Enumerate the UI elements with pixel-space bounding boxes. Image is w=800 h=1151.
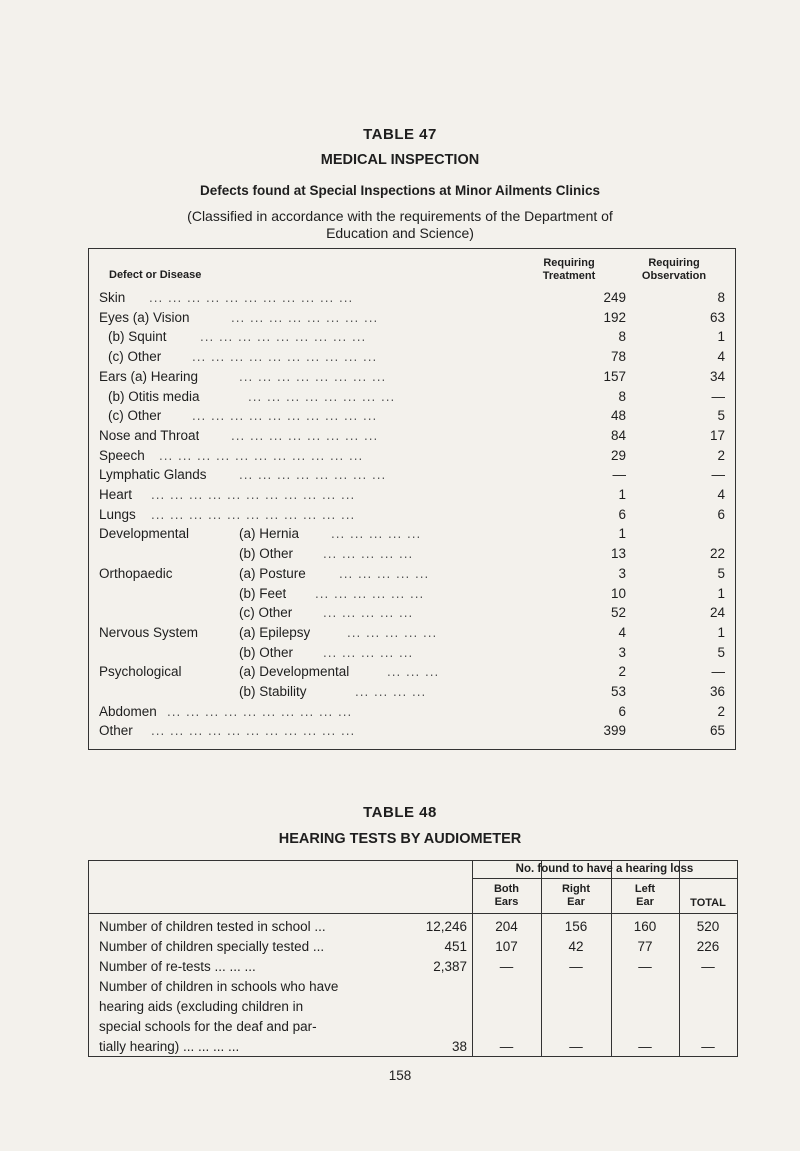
leader-dots: ... ... ... ... ... ... ... ... ... ... ... [151,506,356,522]
table48-row-label: Number of children tested in school ... [99,919,326,934]
row-label: Skin [99,290,126,305]
leader-dots: ... ... ... ... ... ... ... ... ... ... ... [149,290,354,305]
row-label: Orthopaedic [99,565,173,581]
col-header-left-line2: Ear [636,896,654,908]
table48-row-label: hearing aids (excluding children in [99,999,304,1014]
leader-dots: ... ... ... ... ... [323,546,414,562]
table47-row [89,328,735,345]
row-label: Eyes (a) Vision [99,309,190,325]
col-header-total: TOTAL [690,897,726,909]
leader-dots: ... ... ... ... ... ... ... ... ... ... [192,349,378,365]
table47 [88,248,736,750]
table47-row [89,506,735,523]
table48 [88,860,738,1057]
leader-dots: ... ... ... ... ... [323,605,414,621]
leader-dots: ... ... ... ... ... ... ... ... [239,368,387,384]
row-label: Ears (a) Hearing [99,368,199,384]
table47-row [89,407,735,424]
value-observation: 6 [717,506,725,522]
leader-dots: ... ... ... ... ... ... ... ... ... ... [167,703,353,719]
col-header-both-ears [472,883,541,909]
row-sublabel: (c) Other [239,605,293,621]
row-label: Speech [99,447,145,463]
table48-value-right: 156 [564,919,588,934]
table47-row [89,427,735,444]
table48-value-total: 226 [696,939,720,954]
table48-value-right: — [569,959,583,974]
leader-dots: ... ... ... ... ... ... ... ... [231,427,379,443]
value-treatment: 2 [618,664,626,680]
value-observation: 17 [709,427,725,443]
table48-row-label: special schools for the deaf and par- [99,1019,317,1034]
value-treatment: 53 [610,684,626,699]
col-header-left-ear [611,883,679,909]
leader-dots: ... ... ... ... ... ... [315,585,425,601]
leader-dots: ... ... ... ... ... ... ... ... ... ... ... [151,487,356,502]
table47-row [89,683,735,700]
row-sublabel: (b) Other [239,644,294,660]
col-header-both-line1: Both [493,883,520,895]
table47-subheading: Defects found at Special Inspections at Minor Ailments Clinics [199,183,601,198]
table48-row-label: Number of children specially tested ... [99,939,325,954]
table48-value-total: — [701,1039,715,1054]
leader-dots: ... ... ... ... ... [339,565,430,581]
col-header-treatment [519,257,619,283]
value-treatment: 1 [618,487,626,502]
value-observation: 4 [717,349,725,365]
col-header-both-line2: Ears [494,896,519,908]
leader-dots: ... ... ... ... ... ... ... ... [239,467,387,483]
leader-dots: ... ... ... ... ... [331,526,422,542]
page-number: 158 [388,1068,412,1083]
value-treatment: 249 [603,290,626,305]
table47-row [89,289,735,306]
table47-note-line2: Education and Science) [326,225,474,241]
value-treatment: 8 [618,388,626,404]
value-treatment: 8 [618,329,626,345]
row-label: Heart [99,487,133,502]
table48-value-left: 160 [633,919,657,934]
table47-row [89,585,735,602]
table47-row [89,722,735,739]
value-observation: — [711,664,725,680]
row-sublabel: (b) Other [239,546,294,562]
value-treatment: 3 [618,644,626,660]
value-treatment: 84 [610,427,626,443]
value-treatment: 10 [610,585,626,601]
col-header-observation-line2: Observation [641,270,707,282]
col-header-defect: Defect or Disease [109,269,202,281]
table47-row [89,466,735,483]
row-sublabel: (a) Hernia [239,526,300,542]
table48-value-right: 42 [568,939,584,954]
row-sublabel: (a) Developmental [239,664,350,680]
table47-note-line1: (Classified in accordance with the requirements of the Department of [187,208,613,224]
row-sublabel: (a) Epilepsy [239,624,311,640]
value-observation: — [711,388,725,404]
table48-count: 38 [451,1039,467,1054]
row-label: (c) Other [108,408,162,424]
leader-dots: ... ... ... ... ... ... ... ... ... ... [192,408,378,424]
col-header-left-line1: Left [634,883,656,895]
table48-heading: HEARING TESTS BY AUDIOMETER [278,831,522,847]
row-label: Abdomen [99,703,157,719]
table48-value-both: 107 [495,939,518,954]
row-sublabel: (a) Posture [239,565,306,581]
value-observation: 1 [717,329,725,345]
col-header-right-line1: Right [561,883,591,895]
table47-row [89,565,735,582]
table47-title: TABLE 47 [363,126,437,143]
leader-dots: ... ... ... ... ... ... ... ... [248,388,396,404]
value-observation: 2 [717,703,725,719]
col-header-right-ear [541,883,611,909]
value-observation: 24 [709,605,725,621]
value-observation: 36 [709,684,725,699]
value-treatment: 157 [603,368,626,384]
value-treatment: 13 [610,546,626,562]
table47-row [89,624,735,641]
table47-row [89,309,735,326]
table48-value-both: — [499,959,514,974]
table47-row [89,486,735,503]
leader-dots: ... ... ... ... ... ... ... ... ... ... ... [159,447,364,463]
table48-count: 451 [444,939,467,954]
value-observation: 1 [717,585,725,601]
table47-row [89,348,735,365]
row-label: Nose and Throat [99,427,200,443]
table48-value-total: — [701,959,715,974]
table48-value-both: 204 [495,919,518,934]
col-header-observation-line1: Requiring [648,257,700,269]
value-treatment: 52 [610,605,626,621]
row-label: (b) Otitis media [108,388,200,404]
value-observation: — [711,467,725,483]
row-label: Lymphatic Glands [99,467,207,483]
row-label: (b) Squint [108,329,167,345]
table47-heading: MEDICAL INSPECTION [320,152,480,168]
row-sublabel: (b) Feet [239,585,287,601]
table47-row [89,663,735,680]
col-header-treatment-line2: Treatment [542,270,596,282]
leader-dots: ... ... ... ... [355,684,427,699]
table47-row [89,368,735,385]
group-header-hearing-loss: No. found to have a hearing loss [515,863,694,875]
table48-title: TABLE 48 [363,804,437,821]
table47-row [89,545,735,562]
value-treatment: 399 [603,723,626,739]
value-observation: 5 [717,565,725,581]
value-observation: 4 [717,487,725,502]
table48-value-left: 77 [637,939,653,954]
value-treatment: 29 [610,447,626,463]
table47-row [89,525,735,542]
value-observation: 34 [709,368,725,384]
row-label: Nervous System [99,624,199,640]
table48-value-both: — [499,1039,514,1054]
table48-count: 12,246 [425,919,467,934]
value-observation: 63 [709,309,725,325]
table48-count: 2,387 [433,959,467,974]
value-treatment: 4 [618,624,626,640]
table48-value-left: — [638,959,652,974]
leader-dots: ... ... ... ... ... ... ... ... ... [200,329,367,345]
value-treatment: 48 [610,408,626,424]
value-observation: 22 [709,546,725,562]
value-observation: 1 [717,624,725,640]
table48-row-label: Number of children in schools who have [99,979,339,994]
value-observation: 65 [709,723,725,739]
table48-row-label: Number of re-tests ... ... ... [99,959,256,974]
col-header-right-line2: Ear [567,896,585,908]
row-sublabel: (b) Stability [239,684,307,699]
leader-dots: ... ... ... ... ... ... ... ... ... ... ... [151,723,356,739]
col-header-observation [619,257,729,283]
value-observation: 5 [717,644,725,660]
value-treatment: 6 [618,703,626,719]
table48-row-label: tially hearing) ... ... ... ... [99,1039,240,1054]
table47-row [89,447,735,464]
value-treatment: 3 [618,565,626,581]
table48-value-total: 520 [696,919,720,934]
table47-row [89,644,735,661]
value-treatment: 1 [618,526,626,542]
col-header-treatment-line1: Requiring [543,257,595,269]
leader-dots: ... ... ... ... ... [347,624,438,640]
value-treatment: 78 [610,349,626,365]
value-observation: 8 [717,290,725,305]
row-label: Developmental [99,526,190,542]
leader-dots: ... ... ... ... ... [323,644,414,660]
value-treatment: 192 [603,309,626,325]
table47-row [89,604,735,621]
table48-value-left: — [638,1039,652,1054]
table48-value-right: — [569,1039,583,1054]
table47-row [89,388,735,405]
value-treatment: 6 [618,506,626,522]
row-label: (c) Other [108,349,162,365]
table47-row [89,703,735,720]
row-label: Other [99,723,133,739]
value-treatment: — [612,467,626,483]
leader-dots: ... ... ... ... ... ... ... ... [231,309,379,325]
row-label: Psychological [99,664,182,680]
leader-dots: ... ... ... [387,664,440,680]
value-observation: 2 [717,447,725,463]
value-observation: 5 [717,408,725,424]
row-label: Lungs [99,506,136,522]
